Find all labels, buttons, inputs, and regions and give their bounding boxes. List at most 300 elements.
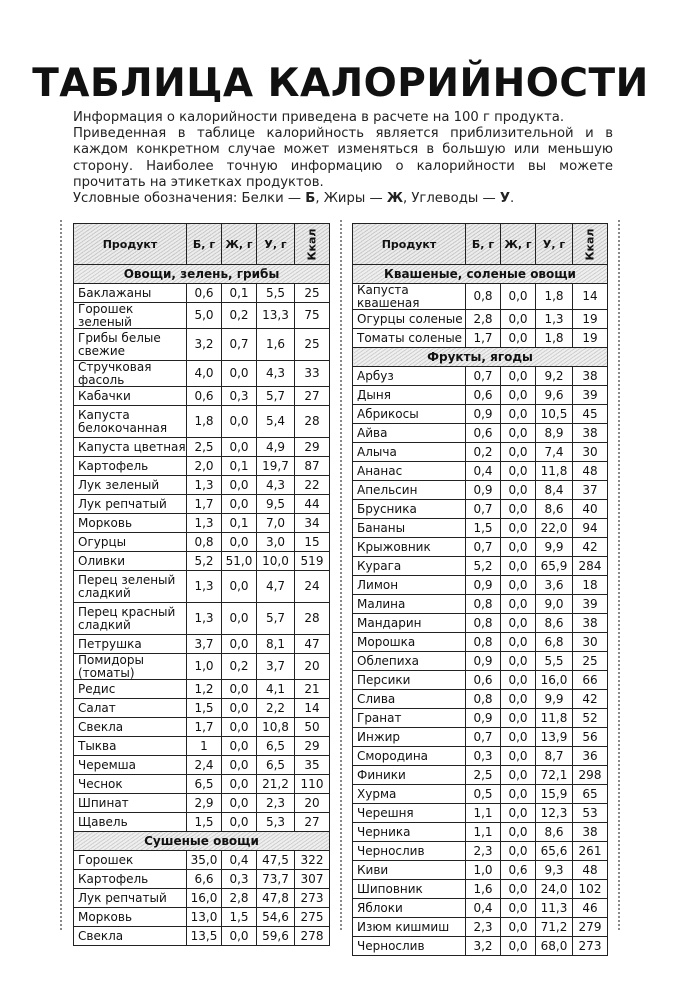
fat-value: 0,6 <box>501 861 536 880</box>
table-row <box>74 284 330 303</box>
table-row <box>353 652 608 671</box>
table-header-row <box>74 224 330 265</box>
table-row <box>74 737 330 756</box>
protein-value: 2,3 <box>466 918 501 937</box>
table-row <box>353 519 608 538</box>
product-name: Мандарин <box>353 614 466 633</box>
table-row <box>353 918 608 937</box>
table-row <box>74 718 330 737</box>
kcal-value: 25 <box>295 284 330 303</box>
table-row <box>353 310 608 329</box>
protein-value: 1,3 <box>187 571 222 603</box>
table-row <box>74 908 330 927</box>
carbs-value: 4,7 <box>257 571 295 603</box>
kcal-value: 38 <box>573 424 608 443</box>
header-fat: Ж, г <box>222 224 257 265</box>
kcal-value: 322 <box>295 851 330 870</box>
protein-value: 2,8 <box>466 310 501 329</box>
kcal-value: 298 <box>573 766 608 785</box>
carbs-value: 3,6 <box>536 576 573 595</box>
fat-value: 0,0 <box>222 438 257 457</box>
table-row <box>74 406 330 438</box>
fat-value: 0,0 <box>501 728 536 747</box>
product-name: Картофель <box>74 870 187 889</box>
carbs-value: 73,7 <box>257 870 295 889</box>
fat-value: 0,0 <box>222 476 257 495</box>
table-row <box>353 462 608 481</box>
carbs-value: 13,9 <box>536 728 573 747</box>
protein-value: 0,8 <box>187 533 222 552</box>
fat-value: 0,0 <box>222 533 257 552</box>
kcal-value: 36 <box>573 747 608 766</box>
protein-value: 2,4 <box>187 756 222 775</box>
middle-dotted-border <box>340 220 342 930</box>
kcal-value: 14 <box>295 699 330 718</box>
table-row <box>353 937 608 956</box>
intro-paragraph: Приведенная в таблице калорийность является приблизительной и в каждом конкретном случае может изменяться в большую или меньшую сторону. Наиболее точную информацию о калорийности вы можете прочитать на этикетках продуктов. <box>73 126 613 190</box>
fat-value: 0,0 <box>222 699 257 718</box>
product-name: Смородина <box>353 747 466 766</box>
kcal-value: 273 <box>295 889 330 908</box>
carbs-value: 65,9 <box>536 557 573 576</box>
legend-mid2: , Углеводы — <box>402 191 500 206</box>
fat-value: 0,0 <box>501 823 536 842</box>
section-title: Сушеные овощи <box>74 832 330 851</box>
fat-value: 0,0 <box>501 481 536 500</box>
kcal-value: 261 <box>573 842 608 861</box>
kcal-value: 39 <box>573 595 608 614</box>
section-header-row <box>74 832 330 851</box>
product-name: Лук репчатый <box>74 495 187 514</box>
table-row <box>74 927 330 946</box>
protein-value: 6,5 <box>187 775 222 794</box>
table-row <box>74 329 330 361</box>
table-row <box>74 476 330 495</box>
right-dotted-border <box>618 220 620 930</box>
protein-value: 3,2 <box>466 937 501 956</box>
protein-value: 0,4 <box>466 462 501 481</box>
carbs-value: 1,8 <box>536 329 573 348</box>
protein-value: 0,6 <box>466 386 501 405</box>
table-row <box>353 424 608 443</box>
fat-value: 0,0 <box>222 571 257 603</box>
carbs-value: 8,6 <box>536 500 573 519</box>
protein-value: 1,7 <box>466 329 501 348</box>
product-name: Гранат <box>353 709 466 728</box>
fat-value: 0,0 <box>501 424 536 443</box>
header-protein: Б, г <box>187 224 222 265</box>
carbs-value: 10,8 <box>257 718 295 737</box>
protein-value: 1,5 <box>187 699 222 718</box>
product-name: Айва <box>353 424 466 443</box>
kcal-value: 110 <box>295 775 330 794</box>
table-row <box>353 576 608 595</box>
kcal-value: 52 <box>573 709 608 728</box>
product-name: Оливки <box>74 552 187 571</box>
product-name: Свекла <box>74 718 187 737</box>
carbs-value: 11,8 <box>536 462 573 481</box>
table-row <box>74 438 330 457</box>
fat-value: 0,0 <box>501 690 536 709</box>
kcal-value: 75 <box>295 303 330 329</box>
fat-value: 0,0 <box>501 284 536 310</box>
carbs-value: 8,6 <box>536 614 573 633</box>
protein-value: 0,6 <box>466 424 501 443</box>
kcal-value: 38 <box>573 823 608 842</box>
protein-value: 2,5 <box>187 438 222 457</box>
kcal-value: 307 <box>295 870 330 889</box>
product-name: Ананас <box>353 462 466 481</box>
legend-u: У <box>499 191 510 206</box>
table-row <box>353 405 608 424</box>
table-row <box>353 785 608 804</box>
kcal-value: 94 <box>573 519 608 538</box>
fat-value: 0,0 <box>501 747 536 766</box>
table-row <box>74 514 330 533</box>
kcal-value: 39 <box>573 386 608 405</box>
table-row <box>353 899 608 918</box>
carbs-value: 2,2 <box>257 699 295 718</box>
kcal-value: 30 <box>573 633 608 652</box>
fat-value: 0,0 <box>501 899 536 918</box>
kcal-value: 275 <box>295 908 330 927</box>
carbs-value: 8,7 <box>536 747 573 766</box>
fat-value: 0,0 <box>501 614 536 633</box>
table-row <box>74 889 330 908</box>
legend-b: Б <box>305 191 316 206</box>
table-row <box>74 303 330 329</box>
protein-value: 2,5 <box>466 766 501 785</box>
protein-value: 2,0 <box>187 457 222 476</box>
carbs-value: 4,3 <box>257 361 295 387</box>
kcal-value: 33 <box>295 361 330 387</box>
product-name: Малина <box>353 595 466 614</box>
product-name: Чернослив <box>353 842 466 861</box>
table-row <box>74 495 330 514</box>
carbs-value: 7,0 <box>257 514 295 533</box>
kcal-value: 22 <box>295 476 330 495</box>
carbs-value: 54,6 <box>257 908 295 927</box>
product-name: Лук зеленый <box>74 476 187 495</box>
protein-value: 1 <box>187 737 222 756</box>
legend-line <box>73 191 514 207</box>
protein-value: 1,1 <box>466 804 501 823</box>
product-name: Персики <box>353 671 466 690</box>
protein-value: 0,3 <box>466 747 501 766</box>
fat-value: 0,2 <box>222 654 257 680</box>
product-name: Капуста квашеная <box>353 284 466 310</box>
fat-value: 0,0 <box>222 406 257 438</box>
product-name: Брусника <box>353 500 466 519</box>
carbs-value: 22,0 <box>536 519 573 538</box>
table-row <box>353 329 608 348</box>
section-header-row <box>353 348 608 367</box>
table-row <box>74 775 330 794</box>
fat-value: 2,8 <box>222 889 257 908</box>
carbs-value: 7,4 <box>536 443 573 462</box>
fat-value: 0,0 <box>222 361 257 387</box>
legend-mid1: , Жиры — <box>315 191 387 206</box>
legend-prefix: Условные обозначения: Белки — <box>73 191 306 206</box>
kcal-value: 24 <box>295 571 330 603</box>
carbs-value: 4,9 <box>257 438 295 457</box>
fat-value: 0,0 <box>501 405 536 424</box>
fat-value: 0,0 <box>222 635 257 654</box>
intro-paragraph: Информация о калорийности приведена в расчете на 100 г продукта. <box>73 110 565 125</box>
kcal-value: 28 <box>295 603 330 635</box>
kcal-value: 42 <box>573 538 608 557</box>
kcal-value: 38 <box>573 367 608 386</box>
protein-value: 1,0 <box>466 861 501 880</box>
protein-value: 0,4 <box>466 899 501 918</box>
product-name: Слива <box>353 690 466 709</box>
product-name: Капуста белокочанная <box>74 406 187 438</box>
protein-value: 35,0 <box>187 851 222 870</box>
protein-value: 16,0 <box>187 889 222 908</box>
product-name: Морковь <box>74 514 187 533</box>
table-row <box>353 614 608 633</box>
protein-value: 0,7 <box>466 367 501 386</box>
protein-value: 1,8 <box>187 406 222 438</box>
table-row <box>74 361 330 387</box>
kcal-value: 48 <box>573 861 608 880</box>
product-name: Черемша <box>74 756 187 775</box>
section-title: Овощи, зелень, грибы <box>74 265 330 284</box>
legend-suffix: . <box>510 191 515 206</box>
kcal-value: 27 <box>295 387 330 406</box>
fat-value: 0,0 <box>501 804 536 823</box>
carbs-value: 65,6 <box>536 842 573 861</box>
carbs-value: 47,5 <box>257 851 295 870</box>
table-row <box>353 443 608 462</box>
product-name: Свекла <box>74 927 187 946</box>
protein-value: 4,0 <box>187 361 222 387</box>
fat-value: 0,0 <box>222 718 257 737</box>
product-name: Облепиха <box>353 652 466 671</box>
header-protein: Б, г <box>466 224 501 265</box>
protein-value: 2,9 <box>187 794 222 813</box>
table-row <box>74 680 330 699</box>
kcal-value: 34 <box>295 514 330 533</box>
kcal-value: 42 <box>573 690 608 709</box>
kcal-value: 40 <box>573 500 608 519</box>
protein-value: 0,9 <box>466 709 501 728</box>
legend-zh: Ж <box>386 191 403 206</box>
carbs-value: 5,4 <box>257 406 295 438</box>
protein-value: 0,6 <box>187 387 222 406</box>
kcal-value: 18 <box>573 576 608 595</box>
kcal-value: 278 <box>295 927 330 946</box>
fat-value: 0,0 <box>501 785 536 804</box>
fat-value: 0,0 <box>501 671 536 690</box>
carbs-value: 9,9 <box>536 690 573 709</box>
fat-value: 0,0 <box>501 310 536 329</box>
table-row <box>74 756 330 775</box>
carbs-value: 9,2 <box>536 367 573 386</box>
carbs-value: 8,4 <box>536 481 573 500</box>
protein-value: 1,3 <box>187 476 222 495</box>
table-row <box>353 747 608 766</box>
kcal-value: 29 <box>295 737 330 756</box>
fat-value: 0,0 <box>222 813 257 832</box>
table-row <box>74 552 330 571</box>
fat-value: 0,0 <box>222 927 257 946</box>
product-name: Чеснок <box>74 775 187 794</box>
protein-value: 6,6 <box>187 870 222 889</box>
fat-value: 0,0 <box>222 794 257 813</box>
table-row <box>74 813 330 832</box>
table-row <box>353 500 608 519</box>
fat-value: 0,0 <box>501 633 536 652</box>
kcal-value: 53 <box>573 804 608 823</box>
carbs-value: 5,7 <box>257 603 295 635</box>
kcal-value: 65 <box>573 785 608 804</box>
protein-value: 0,9 <box>466 481 501 500</box>
carbs-value: 72,1 <box>536 766 573 785</box>
protein-value: 1,2 <box>187 680 222 699</box>
fat-value: 0,4 <box>222 851 257 870</box>
product-name: Картофель <box>74 457 187 476</box>
table-row <box>353 823 608 842</box>
product-name: Огурцы <box>74 533 187 552</box>
intro-text <box>73 110 613 191</box>
kcal-value: 20 <box>295 654 330 680</box>
table-row <box>74 571 330 603</box>
product-name: Стручковая фасоль <box>74 361 187 387</box>
carbs-value: 19,7 <box>257 457 295 476</box>
table-row <box>353 481 608 500</box>
carbs-value: 15,9 <box>536 785 573 804</box>
table-row <box>353 804 608 823</box>
product-name: Огурцы соленые <box>353 310 466 329</box>
protein-value: 3,2 <box>187 329 222 361</box>
section-header-row <box>353 265 608 284</box>
product-name: Кабачки <box>74 387 187 406</box>
table-row <box>74 851 330 870</box>
carbs-value: 24,0 <box>536 880 573 899</box>
section-title: Квашеные, соленые овощи <box>353 265 608 284</box>
carbs-value: 5,5 <box>257 284 295 303</box>
section-title: Фрукты, ягоды <box>353 348 608 367</box>
fat-value: 0,7 <box>222 329 257 361</box>
table-row <box>74 654 330 680</box>
carbs-value: 8,9 <box>536 424 573 443</box>
page-title: ТАБЛИЦА КАЛОРИЙНОСТИ <box>32 61 649 106</box>
header-kcal: Ккал <box>295 224 330 265</box>
protein-value: 0,7 <box>466 500 501 519</box>
fat-value: 0,0 <box>222 495 257 514</box>
carbs-value: 9,3 <box>536 861 573 880</box>
kcal-value: 30 <box>573 443 608 462</box>
right-calorie-table <box>352 223 608 956</box>
carbs-value: 9,6 <box>536 386 573 405</box>
carbs-value: 1,8 <box>536 284 573 310</box>
fat-value: 0,0 <box>222 737 257 756</box>
protein-value: 5,0 <box>187 303 222 329</box>
kcal-value: 87 <box>295 457 330 476</box>
protein-value: 0,8 <box>466 595 501 614</box>
protein-value: 5,2 <box>466 557 501 576</box>
kcal-value: 48 <box>573 462 608 481</box>
carbs-value: 6,5 <box>257 756 295 775</box>
product-name: Салат <box>74 699 187 718</box>
fat-value: 0,0 <box>501 538 536 557</box>
carbs-value: 59,6 <box>257 927 295 946</box>
fat-value: 0,0 <box>222 775 257 794</box>
carbs-value: 5,3 <box>257 813 295 832</box>
fat-value: 0,1 <box>222 514 257 533</box>
product-name: Чернослив <box>353 937 466 956</box>
carbs-value: 12,3 <box>536 804 573 823</box>
table-row <box>353 766 608 785</box>
table-row <box>74 387 330 406</box>
table-row <box>353 880 608 899</box>
kcal-value: 35 <box>295 756 330 775</box>
fat-value: 0,3 <box>222 870 257 889</box>
product-name: Горошек зеленый <box>74 303 187 329</box>
product-name: Бананы <box>353 519 466 538</box>
carbs-value: 11,3 <box>536 899 573 918</box>
carbs-value: 2,3 <box>257 794 295 813</box>
kcal-value: 28 <box>295 406 330 438</box>
carbs-value: 8,6 <box>536 823 573 842</box>
right-table-body <box>353 265 608 956</box>
kcal-value: 38 <box>573 614 608 633</box>
product-name: Капуста цветная <box>74 438 187 457</box>
table-row <box>353 633 608 652</box>
fat-value: 0,0 <box>501 519 536 538</box>
product-name: Помидоры (томаты) <box>74 654 187 680</box>
fat-value: 0,3 <box>222 387 257 406</box>
kcal-value: 29 <box>295 438 330 457</box>
fat-value: 0,1 <box>222 457 257 476</box>
protein-value: 1,7 <box>187 495 222 514</box>
table-row <box>74 699 330 718</box>
table-row <box>353 367 608 386</box>
kcal-value: 37 <box>573 481 608 500</box>
left-dotted-border <box>60 220 62 930</box>
kcal-value: 273 <box>573 937 608 956</box>
fat-value: 0,0 <box>501 367 536 386</box>
product-name: Абрикосы <box>353 405 466 424</box>
fat-value: 0,0 <box>501 443 536 462</box>
product-name: Баклажаны <box>74 284 187 303</box>
fat-value: 0,0 <box>222 603 257 635</box>
table-row <box>74 794 330 813</box>
protein-value: 0,8 <box>466 284 501 310</box>
table-row <box>74 635 330 654</box>
product-name: Шиповник <box>353 880 466 899</box>
protein-value: 1,0 <box>187 654 222 680</box>
product-name: Перец зеленый сладкий <box>74 571 187 603</box>
kcal-value: 284 <box>573 557 608 576</box>
product-name: Морошка <box>353 633 466 652</box>
protein-value: 0,6 <box>466 671 501 690</box>
protein-value: 0,9 <box>466 405 501 424</box>
table-row <box>74 533 330 552</box>
product-name: Курага <box>353 557 466 576</box>
product-name: Хурма <box>353 785 466 804</box>
carbs-value: 71,2 <box>536 918 573 937</box>
header-product: Продукт <box>74 224 187 265</box>
protein-value: 0,8 <box>466 633 501 652</box>
table-row <box>353 557 608 576</box>
protein-value: 1,1 <box>466 823 501 842</box>
product-name: Шпинат <box>74 794 187 813</box>
protein-value: 5,2 <box>187 552 222 571</box>
table-row <box>353 595 608 614</box>
fat-value: 51,0 <box>222 552 257 571</box>
